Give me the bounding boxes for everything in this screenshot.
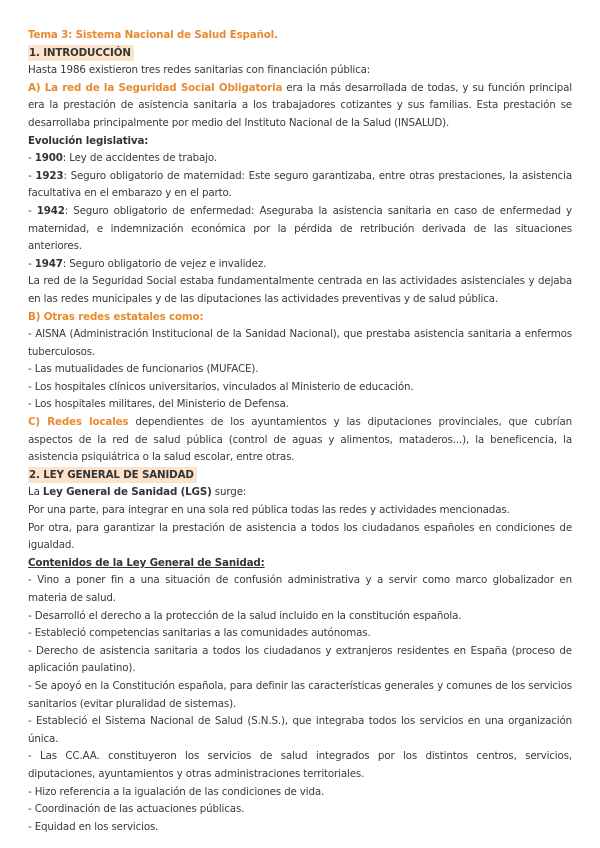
list-item: - Los hospitales militares, del Ministerio de Defensa.	[28, 398, 289, 411]
label-a: A) La red de la Seguridad Social Obligatoria	[28, 81, 283, 94]
list-item: - Derecho de asistencia sanitaria a todos los ciudadanos y extranjeros residentes en España (proceso de aplicación paulatino).	[28, 644, 572, 675]
label-b: B) Otras redes estatales como:	[28, 310, 204, 323]
section-2-heading: 2. LEY GENERAL DE SANIDAD	[28, 467, 572, 485]
social-security-paragraph: La red de la Seguridad Social estaba fundamentalmente centrada en las actividades asistenciales y dejaba en las redes municipales y de las diputaciones las actividades preventivas y de salud pública.	[28, 275, 572, 305]
list-item: - Desarrolló el derecho a la protección de la salud incluido en la constitución española.	[28, 609, 462, 622]
contents-title: Contenidos de la Ley General de Sanidad:	[28, 556, 265, 569]
label-c: C) Redes locales	[28, 416, 129, 429]
evolution-item: - 1942: Seguro obligatorio de enfermedad: Aseguraba la asistencia sanitaria en caso de enfermedad y maternidad, e indemnización económica por la pérdida de retribución derivada de las situaciones anteriores.	[28, 204, 572, 253]
list-item: - Estableció el Sistema Nacional de Salud (S.N.S.), que integraba todos los servicios en una organización única.	[28, 715, 572, 745]
evolution-title: Evolución legislativa:	[28, 134, 149, 147]
evolution-item: - 1900: Ley de accidentes de trabajo.	[28, 152, 217, 165]
paragraph-c: C) Redes locales dependientes de los ayuntamientos y las diputaciones provinciales, que cubrían aspectos de la red de salud pública (control de aguas y alimentos, mataderos...), la beneficencia, la asistencia psiquiátrica o la salud escolar, entre otras.	[28, 416, 572, 464]
lgs-purpose-1: Por una parte, para integrar en una sola red pública todas las redes y actividades mencionadas.	[28, 504, 510, 517]
paragraph-a: A) La red de la Seguridad Social Obligatoria era la más desarrollada de todas, y su función principal era la prestación de asistencia sanitaria a los trabajadores cotizantes y sus familias. Esta prestación se desarrollaba principalmente por medio del Instituto Nacional de la Salud (INSALUD).	[28, 81, 572, 129]
list-item: - Estableció competencias sanitarias a las comunidades autónomas.	[28, 627, 371, 640]
document-title: Tema 3: Sistema Nacional de Salud Español.	[28, 29, 278, 41]
list-item: - Hizo referencia a la igualación de las condiciones de vida.	[28, 785, 325, 798]
lgs-purpose-2: Por otra, para garantizar la prestación de asistencia a todos los ciudadanos españoles en condiciones de igualdad.	[28, 521, 572, 552]
evolution-item: - 1923: Seguro obligatorio de maternidad: Este seguro garantizaba, entre otras prestaciones, la asistencia facultativa en el embarazo y en el parto.	[28, 169, 572, 200]
section-1-heading: 1. INTRODUCCIÓN	[28, 45, 572, 63]
list-item: - Equidad en los servicios.	[28, 820, 159, 833]
list-item: - Se apoyó en la Constitución española, para definir las características generales y comunes de los servicios sanitarios (evitar pluralidad de sistemas).	[28, 679, 572, 710]
evolution-item: - 1947: Seguro obligatorio de vejez e invalidez.	[28, 257, 267, 270]
list-item: - AISNA (Administración Institucional de la Sanidad Nacional), que prestaba asistencia sanitaria a enfermos tuberculosos.	[28, 328, 572, 358]
list-item: - Las CC.AA. constituyeron los servicios de salud integrados por los distintos centros, servicios, diputaciones, ayuntamientos y otras administraciones territoriales.	[28, 750, 572, 780]
section-1-intro: Hasta 1986 existieron tres redes sanitarias con financiación pública:	[28, 64, 371, 77]
list-item: - Coordinación de las actuaciones públicas.	[28, 803, 245, 816]
list-item: - Las mutualidades de funcionarios (MUFACE).	[28, 363, 259, 376]
lgs-intro: La Ley General de Sanidad (LGS) surge:	[28, 486, 247, 499]
list-item: - Vino a poner fin a una situación de confusión administrativa y a servir como marco globalizador en materia de salud.	[28, 574, 572, 604]
list-item: - Los hospitales clínicos universitarios, vinculados al Ministerio de educación.	[28, 380, 414, 393]
